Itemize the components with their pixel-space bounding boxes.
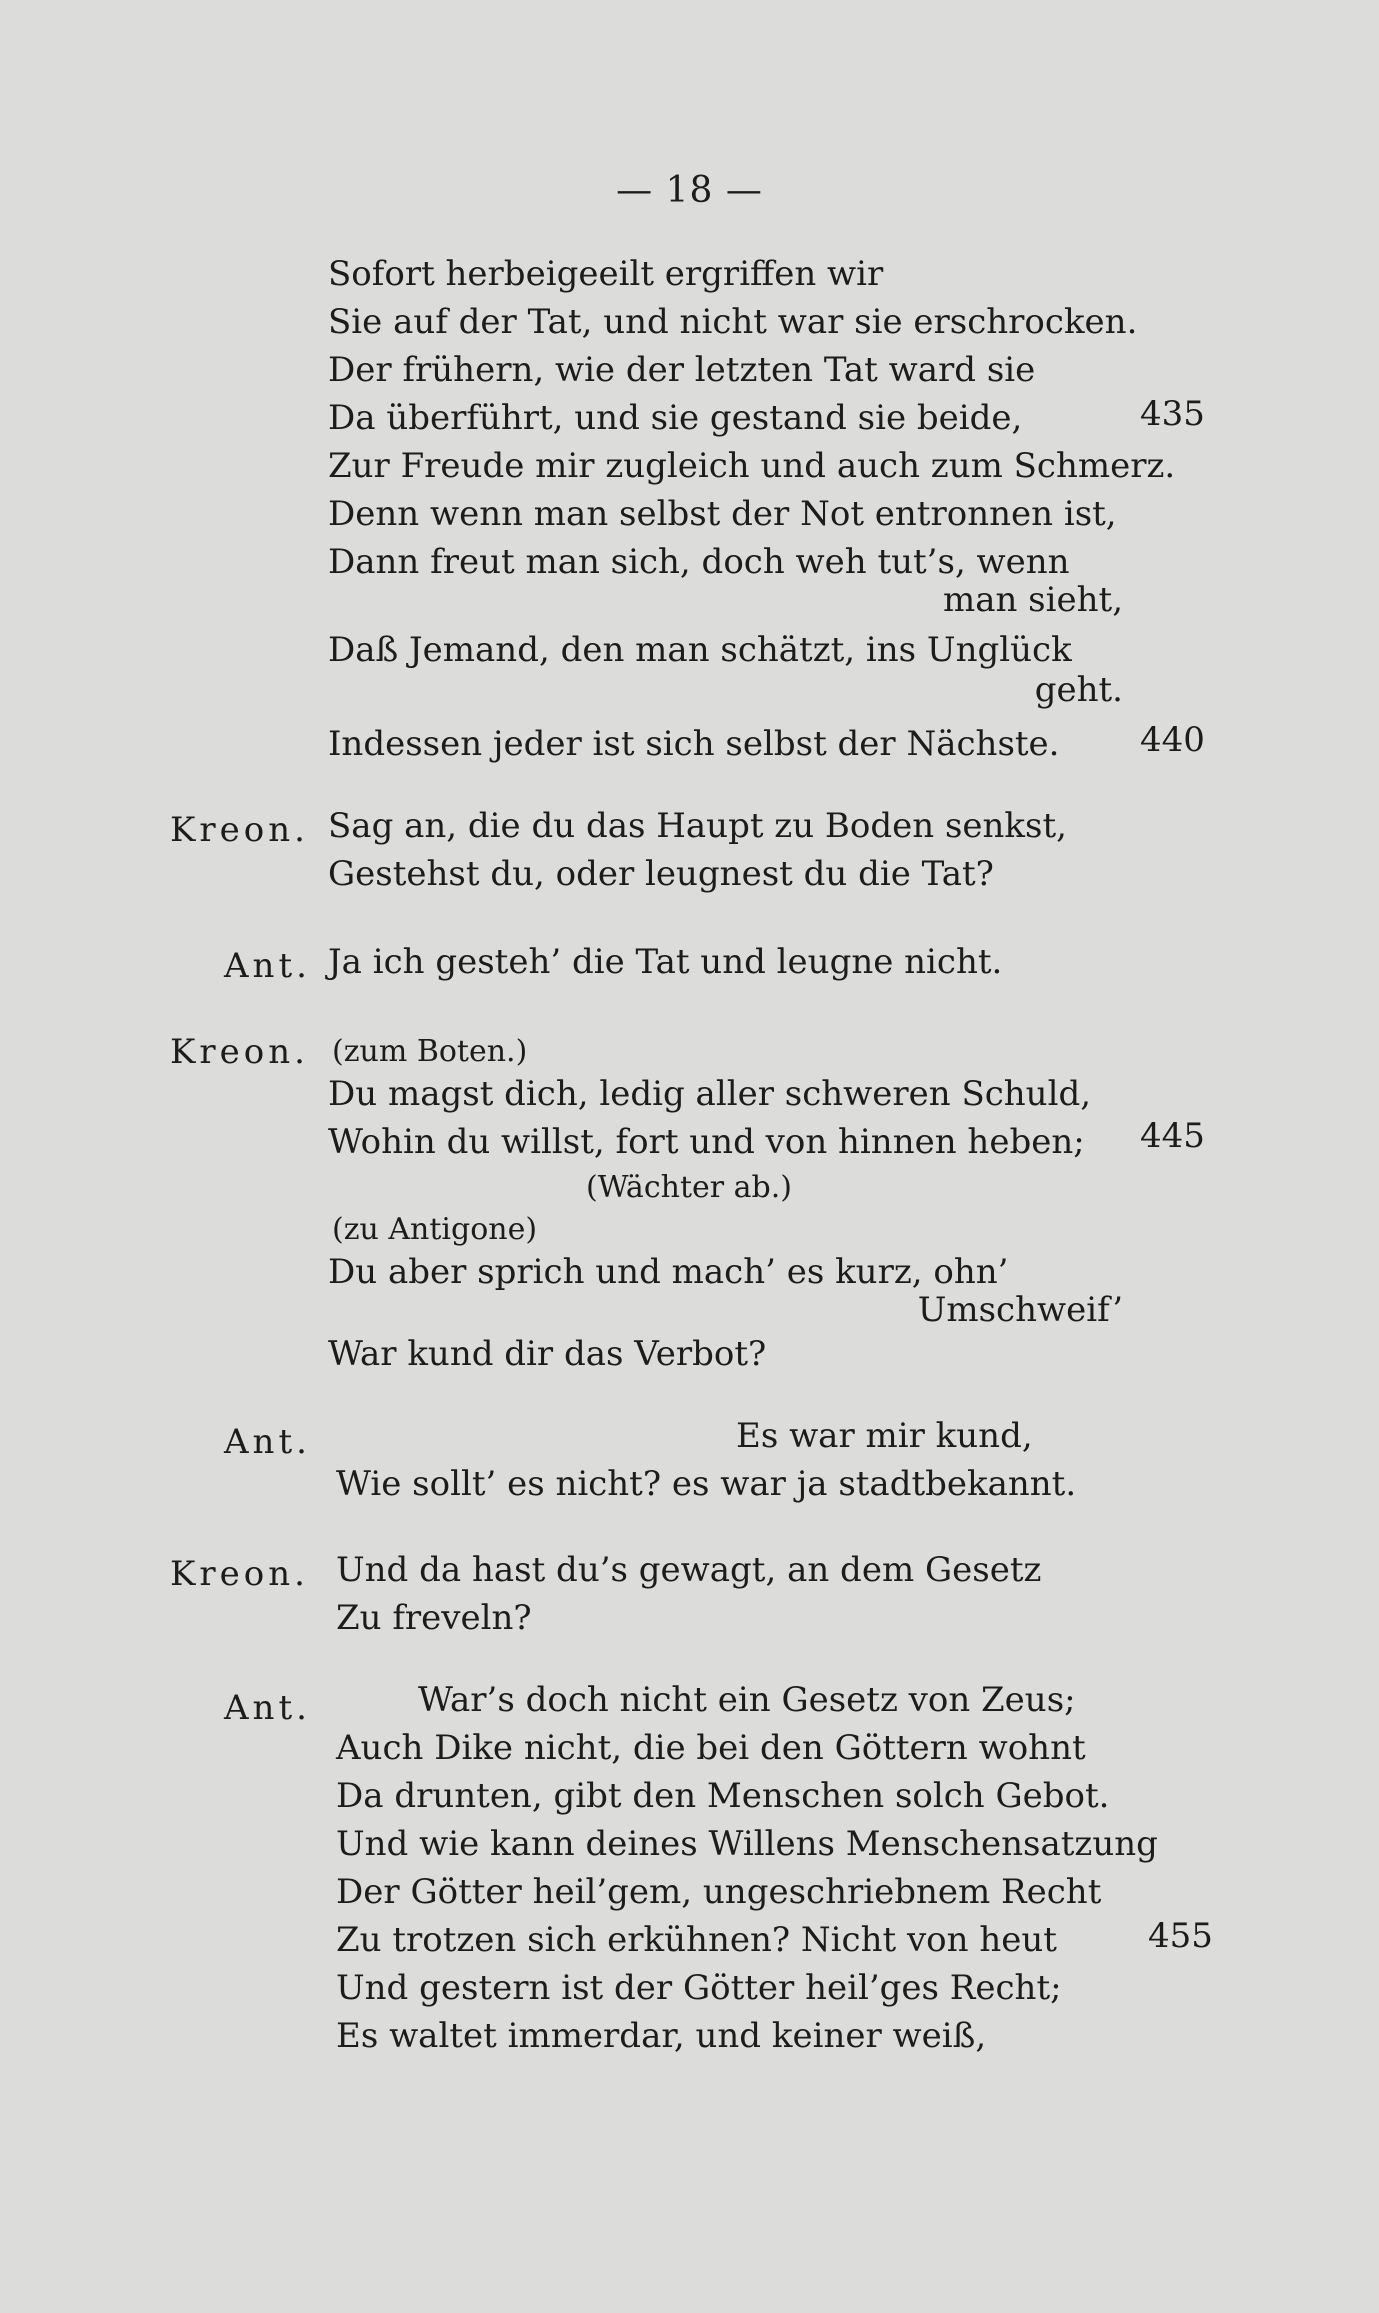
line-number: 440	[1140, 720, 1205, 760]
verse-line: Gestehst du, oder leugnest du die Tat?	[328, 854, 994, 894]
verse-line-continuation: geht.	[1034, 670, 1123, 710]
verse-line: Du magst dich, ledig aller schweren Schuld,	[328, 1074, 1092, 1114]
speaker-kreon: Kreon.	[170, 1032, 309, 1072]
verse-line: Ja ich gesteh’ die Tat und leugne nicht.	[328, 942, 1003, 982]
verse-line-continuation: man sieht,	[942, 580, 1123, 620]
verse-line: Du aber sprich und mach’ es kurz, ohn’	[328, 1252, 1009, 1292]
verse-line: War’s doch nicht ein Gesetz von Zeus;	[418, 1680, 1076, 1720]
verse-line: Da überführt, und sie gestand sie beide,	[328, 398, 1023, 438]
verse-line: Der Götter heil’gem, ungeschriebnem Recht	[336, 1872, 1102, 1912]
verse-line: Denn wenn man selbst der Not entronnen ist,	[328, 494, 1117, 534]
verse-line: Zu trotzen sich erkühnen? Nicht von heut	[336, 1920, 1057, 1960]
verse-line-continuation: Umschweif’	[917, 1290, 1123, 1330]
speaker-ant: Ant.	[224, 1422, 311, 1462]
verse-line: War kund dir das Verbot?	[328, 1334, 767, 1374]
verse-line: Und gestern ist der Götter heil’ges Recht;	[336, 1968, 1062, 2008]
verse-line: Indessen jeder ist sich selbst der Nächste.	[328, 724, 1060, 764]
verse-line: Wie sollt’ es nicht? es war ja stadtbekannt.	[336, 1464, 1077, 1504]
verse-line: Und wie kann deines Willens Menschensatzung	[336, 1824, 1158, 1864]
speaker-ant: Ant.	[224, 1688, 311, 1728]
speaker-kreon: Kreon.	[170, 1554, 309, 1594]
verse-line: Dann freut man sich, doch weh tut’s, wenn	[328, 542, 1070, 582]
verse-line: Zur Freude mir zugleich und auch zum Schmerz.	[328, 446, 1176, 486]
verse-line: Es war mir kund,	[736, 1416, 1033, 1456]
verse-line: Der frühern, wie der letzten Tat ward sie	[328, 350, 1036, 390]
verse-line: Sie auf der Tat, und nicht war sie erschrocken.	[328, 302, 1138, 342]
stage-direction: (zu Antigone)	[332, 1212, 538, 1247]
verse-line: Wohin du willst, fort und von hinnen heben;	[328, 1122, 1085, 1162]
verse-line: Da drunten, gibt den Menschen solch Gebot.	[336, 1776, 1110, 1816]
line-number: 435	[1140, 394, 1205, 434]
verse-line: Auch Dike nicht, die bei den Göttern wohnt	[336, 1728, 1086, 1768]
line-number: 455	[1148, 1916, 1213, 1956]
speaker-kreon: Kreon.	[170, 810, 309, 850]
verse-line: Sag an, die du das Haupt zu Boden senkst,	[328, 806, 1067, 846]
stage-direction: (zum Boten.)	[332, 1034, 528, 1069]
verse-line: Zu freveln?	[336, 1598, 532, 1638]
verse-line: Und da hast du’s gewagt, an dem Gesetz	[336, 1550, 1042, 1590]
verse-line: Daß Jemand, den man schätzt, ins Unglück	[328, 630, 1072, 670]
verse-line: Es waltet immerdar, und keiner weiß,	[336, 2016, 987, 2056]
verse-line: Sofort herbeigeeilt ergriffen wir	[328, 254, 884, 294]
page-number: — 18 —	[616, 170, 763, 211]
speaker-ant: Ant.	[224, 946, 311, 986]
stage-direction: (Wächter ab.)	[586, 1170, 792, 1205]
line-number: 445	[1140, 1116, 1205, 1156]
